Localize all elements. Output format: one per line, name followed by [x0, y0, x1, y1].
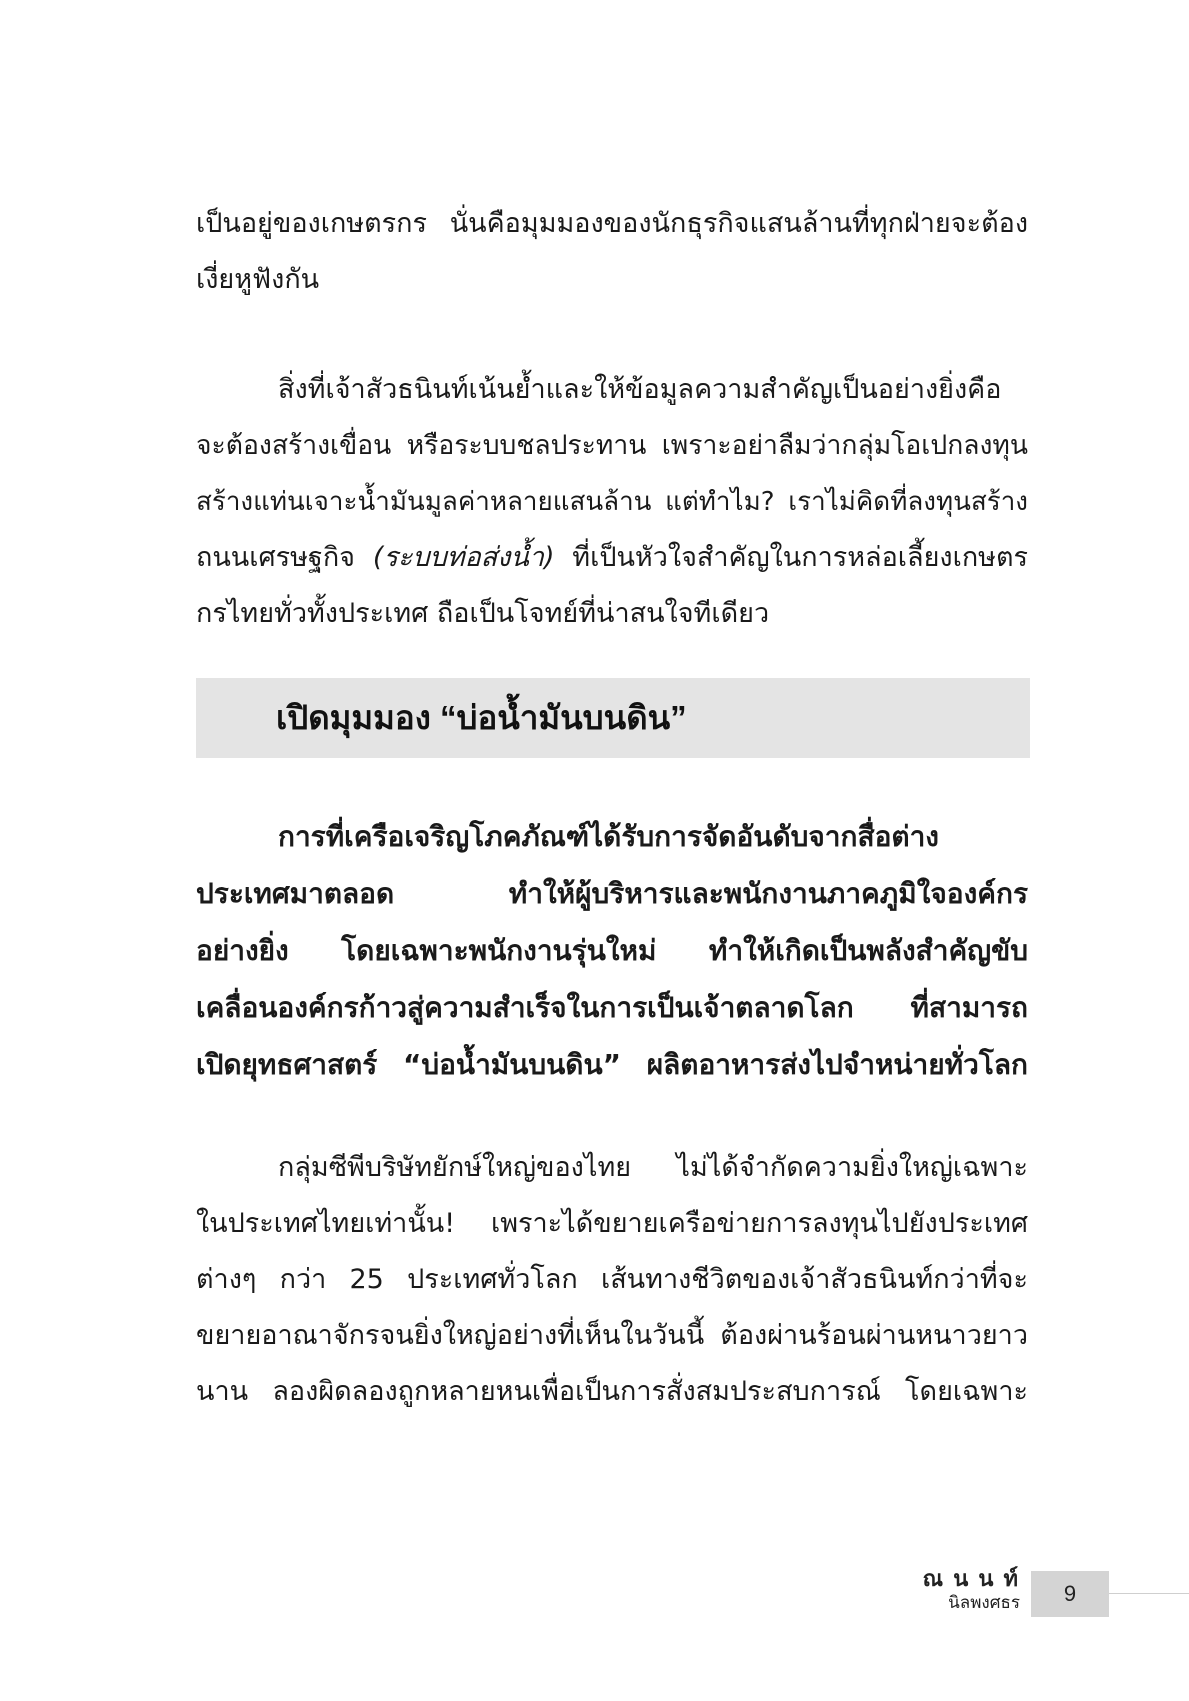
paragraph-line: สร้างแท่นเจาะน้ำมันมูลค่าหลายแสนล้าน แต่ทำไม? เราไม่คิดที่ลงทุนสร้าง — [196, 487, 1028, 517]
author-name — [900, 1566, 1020, 1614]
paragraph-line: สิ่งที่เจ้าสัวธนินท์เน้นย้ำและให้ข้อมูลความสำคัญเป็นอย่างยิ่งคือ — [278, 374, 1002, 405]
paragraph-line: ขยายอาณาจักรจนยิ่งใหญ่อย่างที่เห็นในวันนี้ ต้องผ่านร้อนผ่านหนาวยาว — [196, 1320, 1028, 1351]
paragraph-line: เป็นอยู่ของเกษตรกร นั่นคือมุมมองของนักธุรกิจแสนล้านที่ทุกฝ่ายจะต้อง — [196, 208, 1028, 239]
paragraph-4 — [196, 1140, 1028, 1420]
paragraph-line-with-italic — [196, 530, 1028, 586]
line-text: ที่เป็นหัวใจสำคัญในการหล่อเลี้ยงเกษตร — [554, 542, 1028, 573]
paragraph-line: เปิดยุทธศาสตร์ “บ่อน้ำมันบนดิน” ผลิตอาหารส่งไปจำหน่ายทั่วโลก — [196, 1048, 1028, 1081]
author-last-name: นิลพงศธร — [948, 1593, 1020, 1612]
paragraph-3-bold — [196, 808, 1028, 1093]
paragraph-line: เงี่ยหูฟังกัน — [196, 264, 320, 295]
section-heading-band — [196, 678, 1030, 758]
italic-note: (ระบบท่อส่งน้ำ) — [372, 542, 555, 573]
page-number-box — [1031, 1571, 1109, 1617]
line-text: ถนนเศรษฐกิจ — [196, 542, 373, 573]
footer-divider — [1109, 1593, 1189, 1594]
paragraph-line: อย่างยิ่ง โดยเฉพาะพนักงานรุ่นใหม่ ทำให้เกิดเป็นพลังสำคัญขับ — [196, 934, 1028, 967]
paragraph-line: เคลื่อนองค์กรก้าวสู่ความสำเร็จในการเป็นเจ้าตลาดโลก ที่สามารถ — [196, 991, 1028, 1024]
paragraph-line: ในประเทศไทยเท่านั้น! เพราะได้ขยายเครือข่ายการลงทุนไปยังประเทศ — [196, 1208, 1028, 1239]
paragraph-line: การที่เครือเจริญโภคภัณฑ์ได้รับการจัดอันดับจากสื่อต่าง — [278, 820, 939, 853]
paragraph-2 — [196, 362, 1028, 642]
paragraph-line: ประเทศมาตลอด ทำให้ผู้บริหารและพนักงานภาคภูมิใจองค์กร — [196, 877, 1028, 910]
paragraph-line: ต่างๆ กว่า 25 ประเทศทั่วโลก เส้นทางชีวิตของเจ้าสัวธนินท์กว่าที่จะ — [196, 1264, 1028, 1295]
paragraph-line: กรไทยทั่วทั้งประเทศ ถือเป็นโจทย์ที่น่าสนใจทีเดียว — [196, 598, 770, 629]
paragraph-1 — [196, 196, 1028, 308]
paragraph-line: นาน ลองผิดลองถูกหลายหนเพื่อเป็นการสั่งสมประสบการณ์ โดยเฉพาะ — [196, 1376, 1028, 1407]
section-heading: เปิดมุมมอง “บ่อน้ำมันบนดิน” — [276, 699, 687, 736]
paragraph-line: กลุ่มซีพีบริษัทยักษ์ใหญ่ของไทย ไม่ได้จำกัดความยิ่งใหญ่เฉพาะ — [278, 1152, 1028, 1183]
author-first-name: ณ น น ท์ — [922, 1566, 1020, 1591]
page-number: 9 — [1063, 1581, 1077, 1606]
paragraph-line: จะต้องสร้างเขื่อน หรือระบบชลประทาน เพราะอย่าลืมว่ากลุ่มโอเปกลงทุน — [196, 430, 1028, 461]
